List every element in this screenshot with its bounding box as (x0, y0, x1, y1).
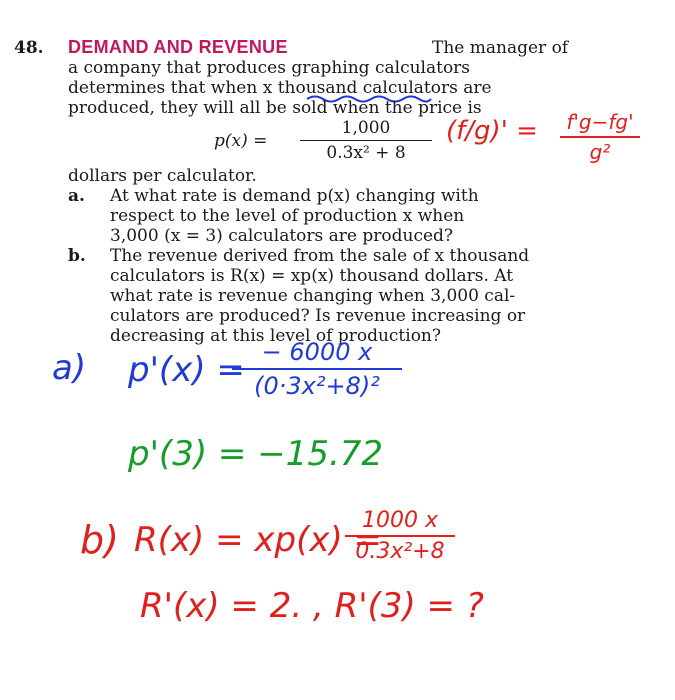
answer-b-line1: R(x) = xp(x) = (134, 520, 383, 560)
answer-a-derivative-fraction (232, 338, 402, 400)
answer-b-bar (345, 535, 455, 537)
answer-b-denominator: 0.3x²+8 (355, 539, 445, 564)
part-b-line-1: calculators is R(x) = xp(x) thousand dollars. At (110, 266, 514, 286)
part-a-label: a. (68, 186, 85, 206)
quotient-rule-lhs: (f/g)' = (446, 116, 538, 146)
price-formula-numerator: 1,000 (341, 118, 391, 138)
answer-a-value: p'(3) = −15.72 (128, 434, 384, 474)
after-formula-text: dollars per calculator. (68, 166, 257, 186)
part-b-line-3: culators are produced? Is revenue increasing or (110, 306, 526, 326)
answer-a-bar (232, 368, 402, 370)
answer-b-numerator: 1000 x (361, 508, 438, 533)
problem-title: DEMAND AND REVENUE (68, 37, 288, 57)
intro-line-1: a company that produces graphing calculators (68, 58, 471, 78)
part-b-label: b. (68, 246, 86, 266)
problem-number: 48. (14, 38, 44, 58)
answer-b-fraction (345, 508, 455, 564)
part-b-line-4: decreasing at this level of production? (110, 326, 441, 346)
part-a-line-2: 3,000 (x = 3) calculators are produced? (110, 226, 454, 246)
answer-a-label: a) (52, 348, 87, 388)
quotient-rule-bar (560, 136, 640, 138)
part-b-line-0: The revenue derived from the sale of x thousand (110, 246, 530, 266)
intro-line-2: determines that when x thousand calculators are (68, 78, 492, 98)
part-a-line-0: At what rate is demand p(x) changing with (110, 186, 479, 206)
answer-a-derivative-lhs: p'(x) = (128, 350, 245, 390)
part-a-line-1: respect to the level of production x when (110, 206, 465, 226)
fraction-bar (300, 140, 432, 141)
answer-b-line2: R'(x) = 2. , R'(3) = ? (140, 586, 484, 626)
price-formula-denominator: 0.3x² + 8 (326, 143, 406, 163)
answer-a-denominator: (0·3x²+8)² (254, 372, 380, 400)
price-formula-lhs: p(x) = (214, 131, 268, 151)
quotient-rule-numerator: f'g−fg' (566, 110, 634, 134)
answer-a-numerator: − 6000 x (261, 338, 373, 366)
price-formula-fraction (300, 118, 432, 163)
quotient-rule-fraction (560, 110, 640, 164)
quotient-rule-denominator: g² (589, 140, 611, 164)
intro-line-0: The manager of (432, 38, 569, 58)
answer-b-label: b) (80, 518, 119, 562)
part-b-line-2: what rate is revenue changing when 3,000 cal- (110, 286, 516, 306)
intro-line-3: produced, they will all be sold when the price is (68, 98, 482, 118)
